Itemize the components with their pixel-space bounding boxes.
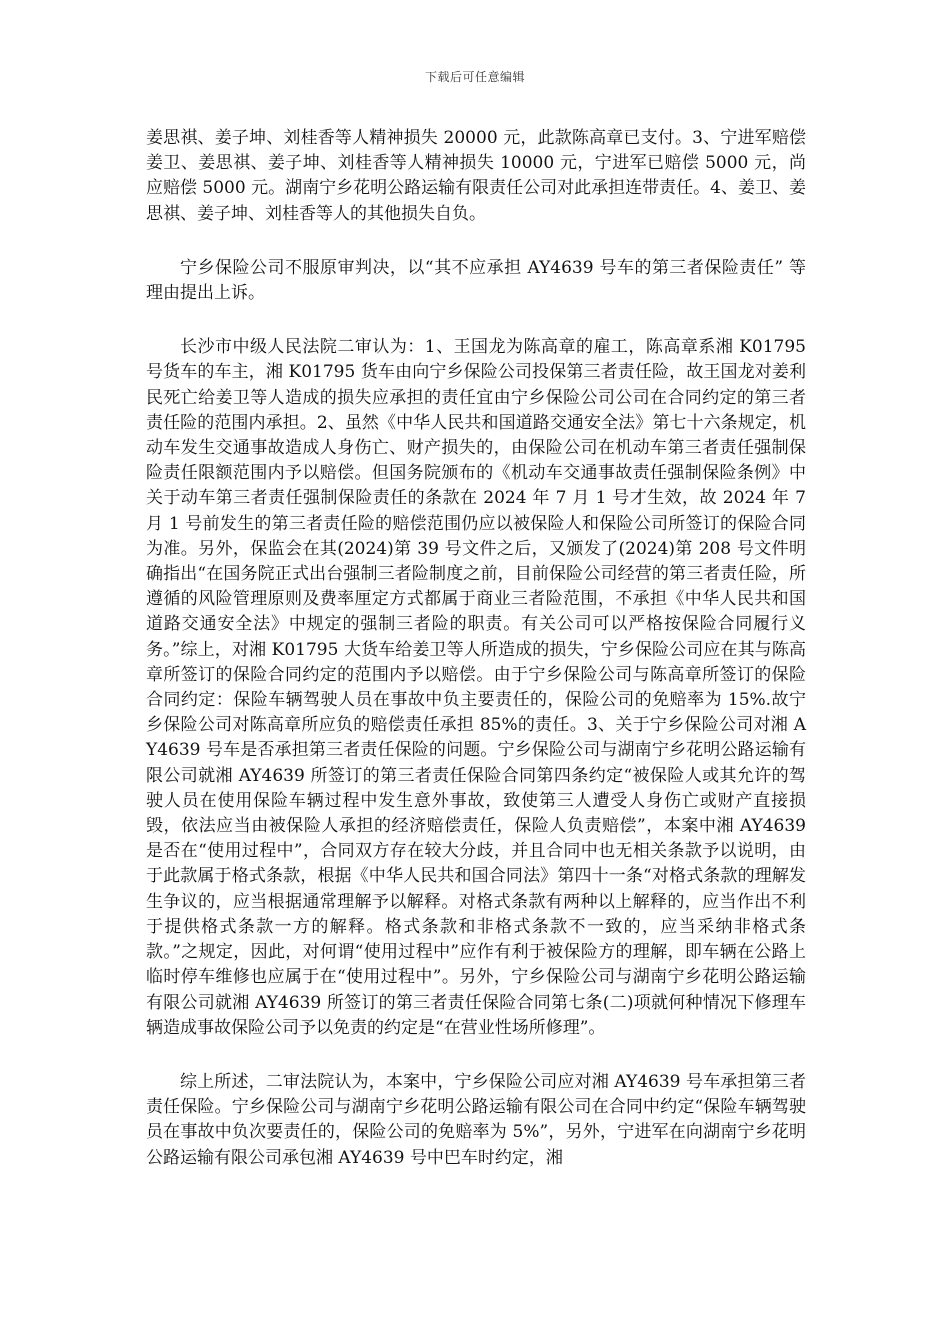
paragraph-appeal: 宁乡保险公司不服原审判决，以“其不应承担 AY4639 号车的第三者保险责任” 等理由提出上诉。 xyxy=(146,257,806,304)
paragraph-second-instance-reasoning: 长沙市中级人民法院二审认为：1、王国龙为陈高章的雇工，陈高章系湘 K01795 号货车的车主，湘 K01795 货车由向宁乡保险公司投保第三者责任险，故王国龙对姜利民死亡给姜卫等人造成的损失应承担的责任宜由宁乡保险公司公司在合同约定的第三者责任险的范围内承担。2、虽然《中华人民共和国道路交通安全法》第七十六条规定，机动车发生交通事故造成人身伤亡、财产损失的，由保险公司在机动车第三者责任强制保险责任限额范围内予以赔偿。但国务院颁布的《机动车交通事故责任强制保险条例》中关于动车第三者责任强制保险责任的条款在 2024 年 7 月 1 号才生效，故 2024 年 7 月 1 号前发生的第三者责任险的赔偿范围仍应以被保险人和保险公司所签订的保险合同为准。另外，保监会在其(2024)第 39 号文件之后，又颁发了(2024)第 208 号文件明确指出“在国务院正式出台强制三者险制度之前，目前保险公司经营的第三者责任险，所遵循的风险管理原则及费率厘定方式都属于商业三者险范围，不承担《中华人民共和国道路交通安全法》中规定的强制三者险的职责。有关公司可以严格按保险合同履行义务。”综上，对湘 K01795 大货车给姜卫等人所造成的损失，宁乡保险公司应在其与陈高章所签订的保险合同约定的范围内予以赔偿。由于宁乡保险公司与陈高章所签订的保险合同约定：保险车辆驾驶人员在事故中负主要责任的，保险公司的免赔率为 15%.故宁乡保险公司对陈高章所应负的赔偿责任承担 85%的责任。3、关于宁乡保险公司对湘 AY4639 号车是否承担第三者责任保险的问题。宁乡保险公司与湖南宁乡花明公路运输有限公司就湘 AY4639 所签订的第三者责任保险合同第四条约定“被保险人或其允许的驾驶人员在使用保险车辆过程中发生意外事故，致使第三人遭受人身伤亡或财产直接损毁，依法应当由被保险人承担的经济赔偿责任，保险人负责赔偿”，本案中湘 AY4639 是否在“使用过程中”，合同双方存在较大分歧，并且合同中也无相关条款予以说明，由于此款属于格式条款，根据《中华人民共和国合同法》第四十一条“对格式条款的理解发生争议的，应当根据通常理解予以解释。对格式条款有两种以上解释的，应当作出不利于提供格式条款一方的解释。格式条款和非格式条款不一致的，应当采纳非格式条款。”之规定，因此，对何谓“使用过程中”应作有利于被保险方的理解，即车辆在公路上临时停车维修也应属于在“使用过程中”。另外，宁乡保险公司与湖南宁乡花明公路运输有限公司就湘 AY4639 所签订的第三者责任保险合同第七条(二)项就何种情况下修理车辆造成事故保险公司予以免责的约定是“在营业性场所修理”。 xyxy=(146,337,806,1038)
paragraph-damages-continued: 姜思祺、姜子坤、刘桂香等人精神损失 20000 元，此款陈高章已支付。3、宁进军赔偿姜卫、姜思祺、姜子坤、刘桂香等人精神损失 10000 元，宁进军已赔偿 5000 元，尚应赔偿 5000 元。湖南宁乡花明公路运输有限责任公司对此承担连带责任。4、姜卫、姜思祺、姜子坤、刘桂香等人的其他损失自负。 xyxy=(146,128,806,224)
document-body xyxy=(146,126,806,1200)
paragraph-conclusion: 综上所述，二审法院认为，本案中，宁乡保险公司应对湘 AY4639 号车承担第三者责任保险。宁乡保险公司与湖南宁乡花明公路运输有限公司在合同中约定“保险车辆驾驶员在事故中负次要责任的，保险公司的免赔率为 5%”，另外，宁进军在向湖南宁乡花明公路运输有限公司承包湘 AY4639 号中巴车时约定，湘 xyxy=(146,1071,806,1168)
page-header-note: 下载后可任意编辑 xyxy=(424,70,525,84)
